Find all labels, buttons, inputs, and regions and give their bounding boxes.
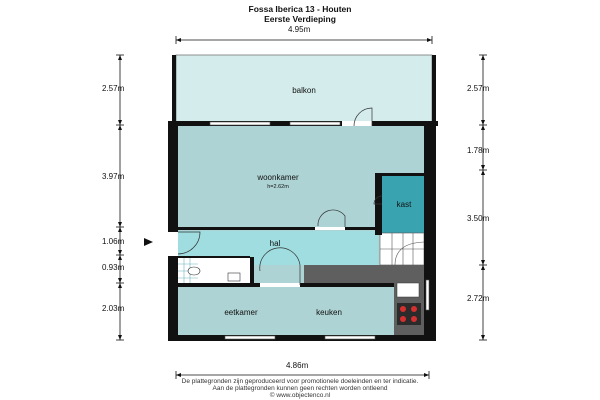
room-label-keuken: keuken bbox=[316, 308, 342, 317]
dim-left-balkon: 2.57m bbox=[102, 84, 125, 93]
toilet-bowl-icon bbox=[188, 267, 200, 275]
dim-left-hal: 1.06m bbox=[102, 237, 125, 246]
room-label-hal: hal bbox=[269, 239, 281, 248]
dim-left-toilet: 0.93m bbox=[102, 263, 125, 272]
dim-right-kast: 3.50m bbox=[467, 214, 490, 223]
dim-left-eetkamer: 2.03m bbox=[102, 304, 125, 313]
room-height-woonkamer: h=2.62m bbox=[267, 184, 289, 190]
dim-bottom-width: 4.86m bbox=[286, 361, 309, 370]
dim-right-upper: 1.78m bbox=[467, 146, 490, 155]
room-label-balkon: balkon bbox=[292, 86, 316, 95]
sink-icon bbox=[397, 283, 419, 297]
dim-right-keuken: 2.72m bbox=[467, 294, 490, 303]
room-label-woonkamer: woonkamer bbox=[257, 173, 299, 182]
disclaimer-line-1: De plattegronden zijn geproduceerd voor promotionele doeleinden en ter indicatie. bbox=[181, 378, 419, 385]
washbasin-icon bbox=[228, 273, 240, 281]
plan-subtitle: Eerste Verdieping bbox=[264, 14, 336, 24]
entrance-arrow-icon bbox=[144, 238, 153, 246]
dim-top-width: 4.95m bbox=[288, 25, 311, 34]
disclaimer-line-2: Aan de plattegronden kunnen geen rechten worden ontleend bbox=[212, 385, 388, 392]
copyright-link[interactable]: © www.objectenco.nl bbox=[269, 392, 331, 399]
balkon-wall-right bbox=[432, 55, 436, 125]
dim-left-woonkamer: 3.97m bbox=[102, 172, 125, 181]
kitchen-counter-top bbox=[304, 265, 399, 283]
room-label-eetkamer: eetkamer bbox=[224, 308, 258, 317]
room-label-kast: kast bbox=[396, 200, 412, 209]
dim-right-balkon: 2.57m bbox=[467, 84, 490, 93]
hob-icon bbox=[397, 303, 421, 325]
balkon-wall-left bbox=[172, 55, 176, 125]
plan-title: Fossa Iberica 13 - Houten bbox=[248, 4, 352, 14]
